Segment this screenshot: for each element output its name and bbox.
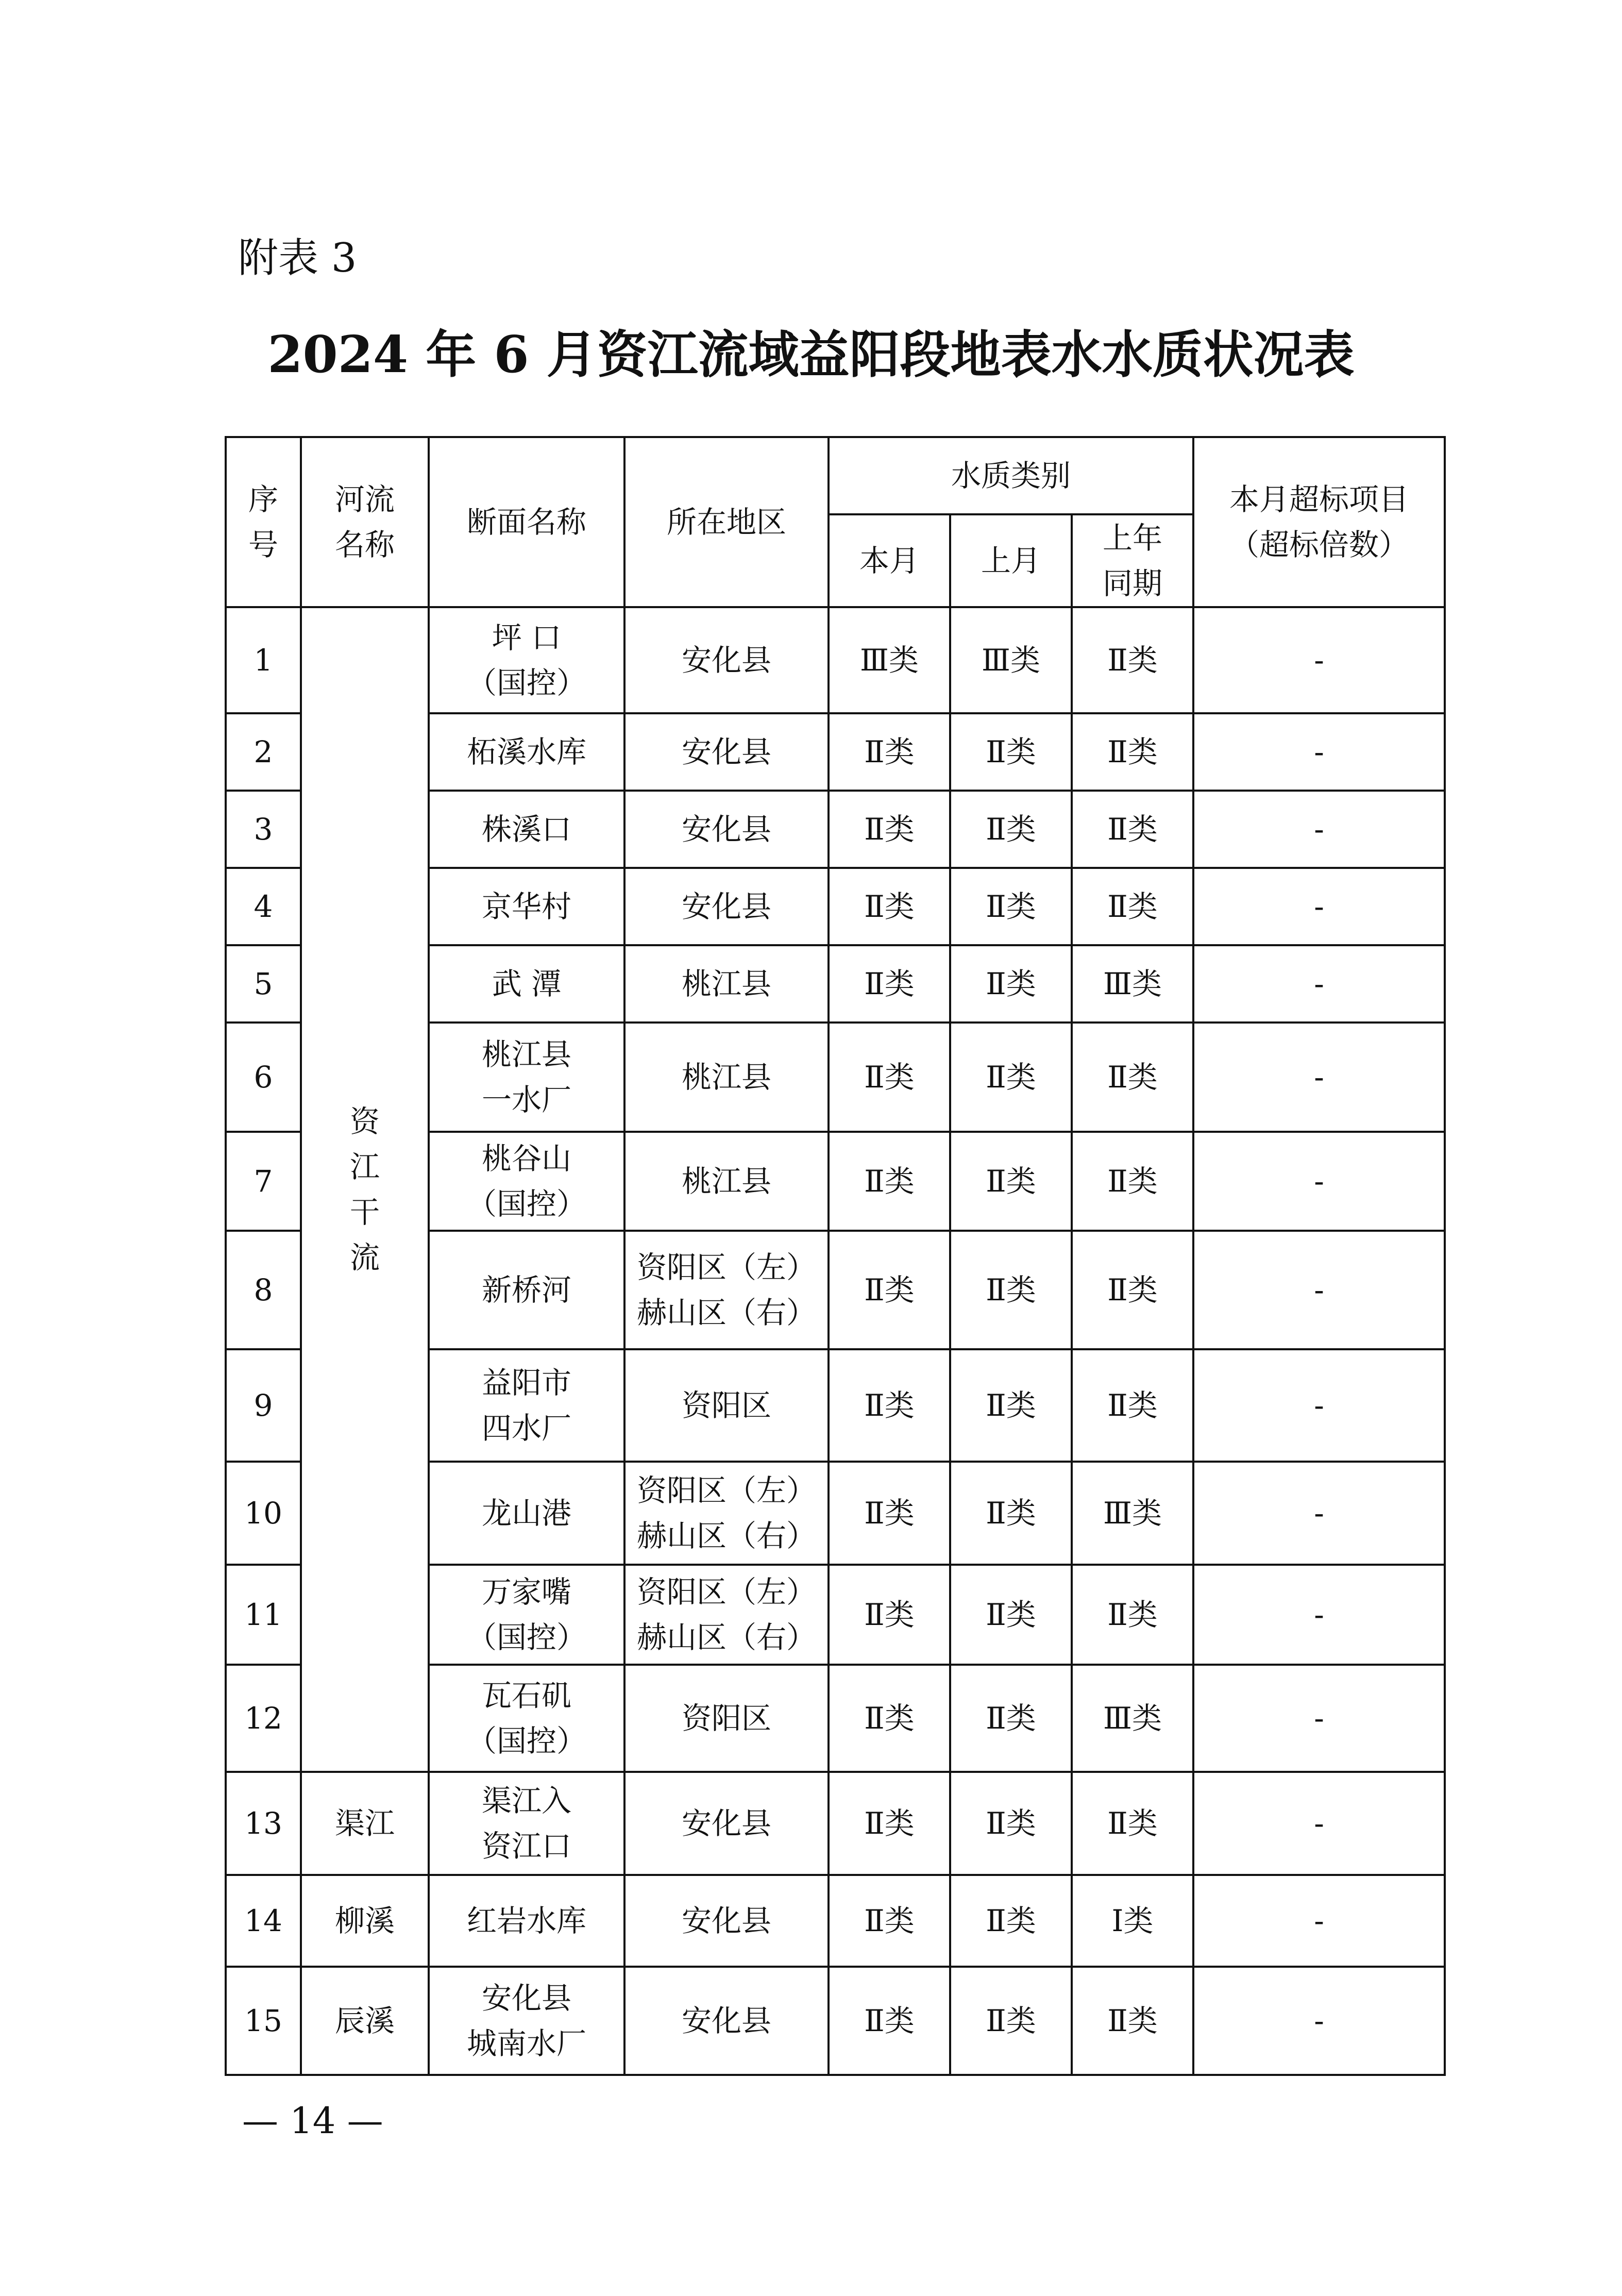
header-this-month: 本月 (829, 514, 950, 607)
quality-this-month-cell: Ⅱ类 (829, 945, 950, 1023)
section-name-cell: 瓦石矶 （国控） (429, 1665, 624, 1772)
header-quality: 水质类别 (829, 437, 1193, 514)
document-title: 2024 年 6 月资江流域益阳段地表水水质状况表 (267, 325, 1355, 384)
seq-cell: 13 (226, 1772, 301, 1875)
exceed-items-cell: - (1193, 1967, 1445, 2075)
seq-cell: 9 (226, 1349, 301, 1462)
section-name-cell: 龙山港 (429, 1462, 624, 1565)
quality-this-month-cell: Ⅱ类 (829, 1462, 950, 1565)
table-row (226, 1967, 1445, 2075)
quality-last-month-cell: Ⅱ类 (950, 713, 1072, 791)
quality-last-year-cell: Ⅰ类 (1072, 1875, 1193, 1967)
region-cell: 桃江县 (624, 945, 829, 1023)
region-cell: 安化县 (624, 1772, 829, 1875)
region-cell: 安化县 (624, 791, 829, 868)
quality-this-month-cell: Ⅱ类 (829, 791, 950, 868)
exceed-items-cell: - (1193, 945, 1445, 1023)
seq-cell: 6 (226, 1023, 301, 1132)
seq-cell: 14 (226, 1875, 301, 1967)
table-row (226, 1772, 1445, 1875)
seq-cell: 5 (226, 945, 301, 1023)
section-name-cell: 新桥河 (429, 1231, 624, 1349)
quality-last-year-cell: Ⅲ类 (1072, 945, 1193, 1023)
quality-this-month-cell: Ⅱ类 (829, 713, 950, 791)
quality-last-month-cell: Ⅱ类 (950, 945, 1072, 1023)
quality-last-year-cell: Ⅱ类 (1072, 868, 1193, 945)
seq-cell: 2 (226, 713, 301, 791)
seq-cell: 10 (226, 1462, 301, 1565)
section-name-cell: 益阳市 四水厂 (429, 1349, 624, 1462)
quality-last-year-cell: Ⅱ类 (1072, 1967, 1193, 2075)
seq-cell: 11 (226, 1565, 301, 1665)
section-name-cell: 万家嘴 （国控） (429, 1565, 624, 1665)
exceed-items-cell: - (1193, 1349, 1445, 1462)
section-name-cell: 株溪口 (429, 791, 624, 868)
quality-this-month-cell: Ⅱ类 (829, 1132, 950, 1231)
quality-last-month-cell: Ⅱ类 (950, 868, 1072, 945)
region-cell: 安化县 (624, 1875, 829, 1967)
region-cell: 安化县 (624, 868, 829, 945)
seq-cell: 7 (226, 1132, 301, 1231)
quality-this-month-cell: Ⅱ类 (829, 1565, 950, 1665)
header-river: 河流 名称 (301, 437, 429, 607)
quality-last-month-cell: Ⅱ类 (950, 1875, 1072, 1967)
region-cell: 资阳区 (624, 1349, 829, 1462)
quality-this-month-cell: Ⅱ类 (829, 868, 950, 945)
quality-this-month-cell: Ⅱ类 (829, 1875, 950, 1967)
river-name-cell: 渠江 (301, 1772, 429, 1875)
seq-cell: 8 (226, 1231, 301, 1349)
seq-cell: 3 (226, 791, 301, 868)
header-region: 所在地区 (624, 437, 829, 607)
quality-last-month-cell: Ⅱ类 (950, 1967, 1072, 2075)
header-exceed: 本月超标项目 （超标倍数） (1193, 437, 1445, 607)
appendix-label: 附表 3 (238, 235, 357, 281)
section-name-cell: 红岩水库 (429, 1875, 624, 1967)
exceed-items-cell: - (1193, 1023, 1445, 1132)
table-row (226, 1875, 1445, 1967)
exceed-items-cell: - (1193, 1132, 1445, 1231)
exceed-items-cell: - (1193, 1462, 1445, 1565)
quality-this-month-cell: Ⅱ类 (829, 1772, 950, 1875)
exceed-items-cell: - (1193, 1665, 1445, 1772)
page-number: — 14 — (242, 2100, 383, 2142)
quality-last-month-cell: Ⅱ类 (950, 1132, 1072, 1231)
region-cell: 安化县 (624, 607, 829, 713)
exceed-items-cell: - (1193, 1875, 1445, 1967)
exceed-items-cell: - (1193, 1772, 1445, 1875)
quality-last-year-cell: Ⅱ类 (1072, 1132, 1193, 1231)
water-quality-table-container (225, 436, 1444, 2076)
quality-this-month-cell: Ⅱ类 (829, 1231, 950, 1349)
quality-this-month-cell: Ⅱ类 (829, 1665, 950, 1772)
exceed-items-cell: - (1193, 1565, 1445, 1665)
exceed-items-cell: - (1193, 791, 1445, 868)
header-section: 断面名称 (429, 437, 624, 607)
section-name-cell: 柘溪水库 (429, 713, 624, 791)
quality-last-year-cell: Ⅱ类 (1072, 1772, 1193, 1875)
region-cell: 资阳区（左） 赫山区（右） (624, 1231, 829, 1349)
quality-this-month-cell: Ⅱ类 (829, 1023, 950, 1132)
quality-last-month-cell: Ⅱ类 (950, 1023, 1072, 1132)
region-cell: 资阳区（左） 赫山区（右） (624, 1462, 829, 1565)
section-name-cell: 安化县 城南水厂 (429, 1967, 624, 2075)
region-cell: 桃江县 (624, 1132, 829, 1231)
quality-last-month-cell: Ⅱ类 (950, 791, 1072, 868)
quality-this-month-cell: Ⅱ类 (829, 1349, 950, 1462)
quality-this-month-cell: Ⅱ类 (829, 1967, 950, 2075)
quality-last-month-cell: Ⅲ类 (950, 607, 1072, 713)
river-name-cell: 资 江 干 流 (301, 607, 429, 1772)
header-last-month: 上月 (950, 514, 1072, 607)
section-name-cell: 桃谷山 （国控） (429, 1132, 624, 1231)
exceed-items-cell: - (1193, 713, 1445, 791)
quality-last-year-cell: Ⅱ类 (1072, 713, 1193, 791)
quality-last-year-cell: Ⅲ类 (1072, 1462, 1193, 1565)
exceed-items-cell: - (1193, 1231, 1445, 1349)
seq-cell: 4 (226, 868, 301, 945)
quality-last-month-cell: Ⅱ类 (950, 1565, 1072, 1665)
region-cell: 资阳区（左） 赫山区（右） (624, 1565, 829, 1665)
table-row (226, 607, 1445, 713)
water-quality-table (225, 436, 1446, 2076)
seq-cell: 15 (226, 1967, 301, 2075)
section-name-cell: 桃江县 一水厂 (429, 1023, 624, 1132)
seq-cell: 12 (226, 1665, 301, 1772)
section-name-cell: 武 潭 (429, 945, 624, 1023)
region-cell: 安化县 (624, 1967, 829, 2075)
quality-last-month-cell: Ⅱ类 (950, 1231, 1072, 1349)
exceed-items-cell: - (1193, 868, 1445, 945)
quality-last-month-cell: Ⅱ类 (950, 1349, 1072, 1462)
section-name-cell: 坪 口 （国控） (429, 607, 624, 713)
quality-last-year-cell: Ⅱ类 (1072, 1349, 1193, 1462)
quality-last-month-cell: Ⅱ类 (950, 1665, 1072, 1772)
quality-last-year-cell: Ⅱ类 (1072, 1231, 1193, 1349)
section-name-cell: 渠江入 资江口 (429, 1772, 624, 1875)
quality-last-year-cell: Ⅱ类 (1072, 607, 1193, 713)
quality-last-year-cell: Ⅲ类 (1072, 1665, 1193, 1772)
table-body (226, 607, 1445, 2075)
exceed-items-cell: - (1193, 607, 1445, 713)
quality-last-year-cell: Ⅱ类 (1072, 1023, 1193, 1132)
quality-last-year-cell: Ⅱ类 (1072, 791, 1193, 868)
region-cell: 桃江县 (624, 1023, 829, 1132)
quality-last-month-cell: Ⅱ类 (950, 1462, 1072, 1565)
header-last-year: 上年 同期 (1072, 514, 1193, 607)
region-cell: 安化县 (624, 713, 829, 791)
section-name-cell: 京华村 (429, 868, 624, 945)
quality-last-year-cell: Ⅱ类 (1072, 1565, 1193, 1665)
river-name-cell: 柳溪 (301, 1875, 429, 1967)
river-name-cell: 辰溪 (301, 1967, 429, 2075)
seq-cell: 1 (226, 607, 301, 713)
region-cell: 资阳区 (624, 1665, 829, 1772)
header-seq: 序 号 (226, 437, 301, 607)
quality-last-month-cell: Ⅱ类 (950, 1772, 1072, 1875)
quality-this-month-cell: Ⅲ类 (829, 607, 950, 713)
